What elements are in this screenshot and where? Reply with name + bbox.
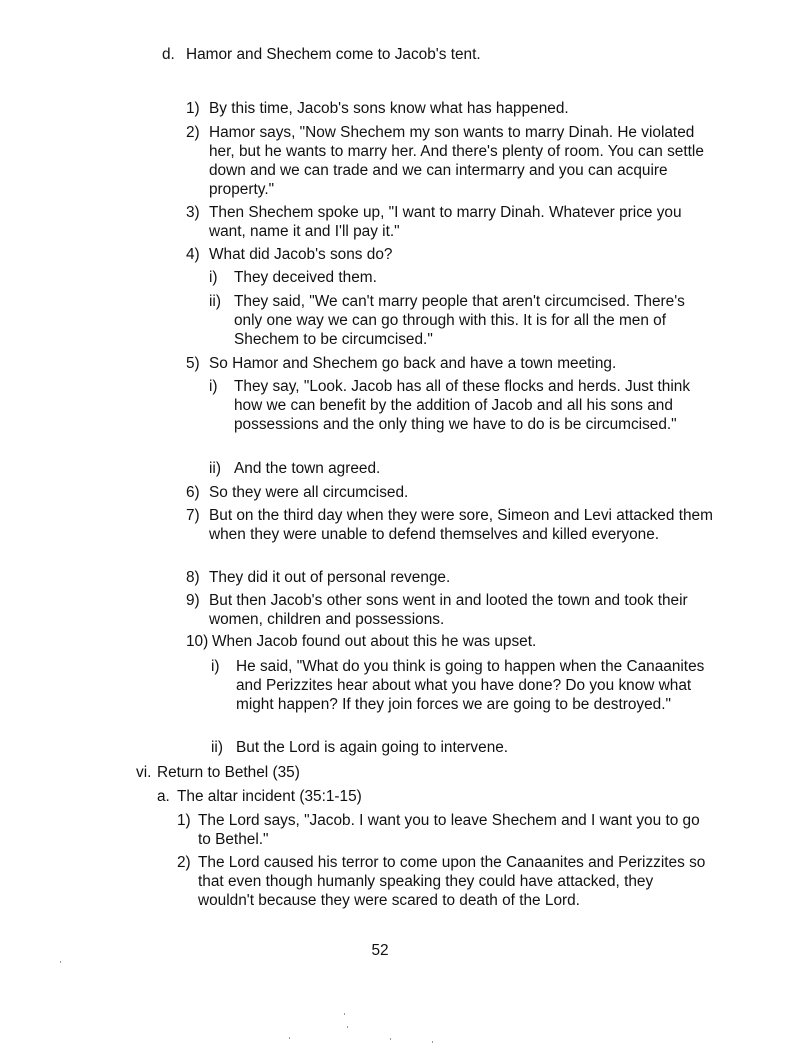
item-marker: ii) — [211, 739, 223, 756]
item-text: They said, "We can't marry people that aren't circumcised. There's only one way we can go through with this. It is for all the men of Shechem to be circumcised." — [234, 293, 685, 348]
item-text: When Jacob found out about this he was upset. — [212, 633, 537, 650]
item-marker: i) — [209, 269, 218, 286]
outline-item-d-5-ii — [209, 459, 709, 478]
item-marker: 8) — [186, 569, 200, 586]
item-text: The Lord caused his terror to come upon the Canaanites and Perizzites so that even though humanly speaking they could have attacked, they wouldn't because they were scared to death of the Lord. — [198, 854, 706, 909]
item-marker: i) — [211, 658, 220, 675]
item-text: They deceived them. — [234, 269, 377, 286]
item-marker: 7) — [186, 507, 200, 524]
item-marker: 2) — [186, 124, 200, 141]
item-text: And the town agreed. — [234, 460, 381, 477]
item-text: By this time, Jacob's sons know what has happened. — [209, 100, 569, 117]
item-text: He said, "What do you think is going to happen when the Canaanites and Perizzites hear about what you have done? Do you know what might happen? If they join forces we are going to be destroyed." — [236, 658, 705, 713]
outline-item-d-6 — [186, 483, 716, 502]
item-marker: a. — [157, 788, 170, 805]
item-text: Hamor and Shechem come to Jacob's tent. — [186, 46, 481, 63]
item-marker: 10) — [186, 633, 209, 650]
item-marker: 3) — [186, 204, 200, 221]
outline-item-d-4 — [186, 245, 716, 264]
item-marker: ii) — [209, 293, 221, 310]
outline-item-d-10-i — [211, 657, 706, 714]
item-marker: 1) — [186, 100, 200, 117]
outline-item-d-1 — [186, 99, 716, 118]
item-text: What did Jacob's sons do? — [209, 246, 393, 263]
item-marker: vi. — [136, 764, 152, 781]
outline-item-d-7 — [186, 506, 716, 544]
page-number: 52 — [371, 942, 389, 959]
item-text: So Hamor and Shechem go back and have a town meeting. — [209, 355, 617, 372]
item-text: But on the third day when they were sore, Simeon and Levi attacked them when they were unable to defend themselves and killed everyone. — [209, 507, 713, 543]
item-marker: 5) — [186, 355, 200, 372]
outline-item-vi-a-2 — [177, 853, 707, 910]
item-marker: 2) — [177, 854, 191, 871]
item-marker: 6) — [186, 484, 200, 501]
item-marker: 9) — [186, 592, 200, 609]
outline-item-vi-a-1 — [177, 811, 707, 849]
outline-item-d-8 — [186, 568, 716, 587]
item-marker: d. — [162, 46, 175, 63]
scan-speck — [390, 1038, 391, 1040]
outline-item-d-2 — [186, 123, 716, 199]
scan-speck — [60, 961, 61, 963]
scan-speck — [289, 1037, 290, 1039]
item-text: So they were all circumcised. — [209, 484, 409, 501]
item-marker: 4) — [186, 246, 200, 263]
item-text: They say, "Look. Jacob has all of these flocks and herds. Just think how we can benefit by the addition of Jacob and all his sons and possessions and the only thing we have to do is be circumcised." — [234, 378, 691, 433]
item-marker: 1) — [177, 812, 191, 829]
scan-speck — [344, 1013, 345, 1015]
item-marker: ii) — [209, 460, 221, 477]
outline-item-vi-a — [157, 787, 717, 806]
scan-speck — [347, 1026, 348, 1028]
outline-item-d-9 — [186, 591, 716, 629]
outline-item-d-10 — [186, 632, 716, 651]
item-marker: i) — [209, 378, 218, 395]
outline-item-vi — [136, 763, 716, 782]
item-text: But the Lord is again going to intervene. — [236, 739, 509, 756]
outline-item-d-4-ii — [209, 292, 709, 349]
outline-item-d-3 — [186, 203, 716, 241]
item-text: Then Shechem spoke up, "I want to marry Dinah. Whatever price you want, name it and I'll pay it." — [209, 204, 682, 240]
outline-item-d-5 — [186, 354, 716, 373]
outline-item-d-5-i — [209, 377, 709, 434]
item-text: But then Jacob's other sons went in and looted the town and took their women, children and possessions. — [209, 592, 688, 628]
item-text: The Lord says, "Jacob. I want you to leave Shechem and I want you to go to Bethel." — [198, 812, 700, 848]
outline-item-d — [162, 45, 722, 64]
outline-item-d-4-i — [209, 268, 709, 287]
item-text: Return to Bethel (35) — [157, 764, 300, 781]
item-text: They did it out of personal revenge. — [209, 569, 451, 586]
item-text: Hamor says, "Now Shechem my son wants to marry Dinah. He violated her, but he wants to marry her. And there's plenty of room. You can settle down and we can trade and we can intermarry and you can acquire property." — [209, 124, 704, 198]
outline-item-d-10-ii — [211, 738, 706, 757]
scan-speck — [432, 1041, 433, 1043]
item-text: The altar incident (35:1-15) — [177, 788, 362, 805]
